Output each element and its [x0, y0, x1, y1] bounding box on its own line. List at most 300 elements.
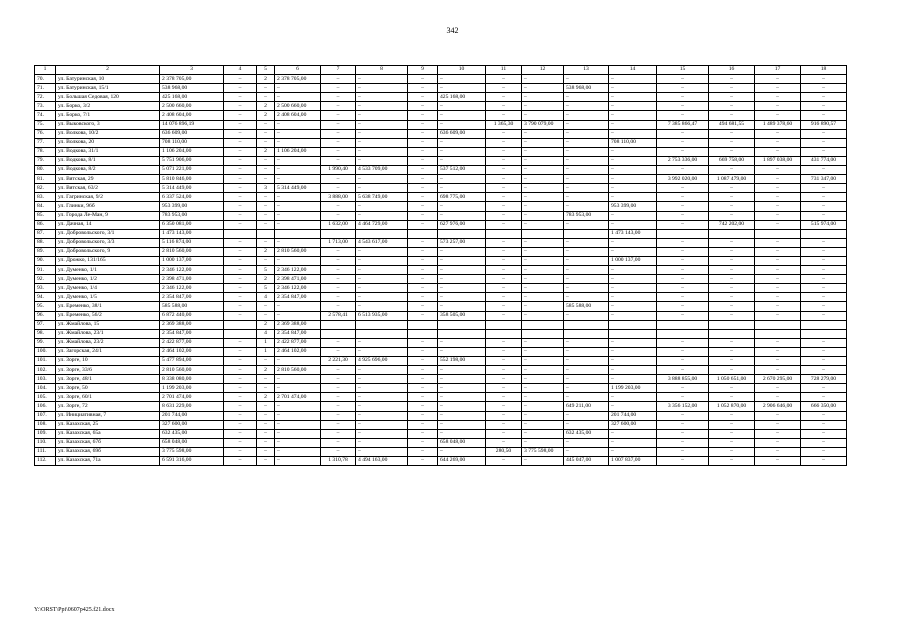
value-cell: –	[609, 75, 657, 84]
value-cell: –	[438, 293, 486, 302]
value-cell: 2	[257, 111, 275, 120]
value-cell: 1 106 204,00	[275, 147, 321, 156]
value-cell: –	[801, 184, 847, 193]
value-cell: –	[438, 366, 486, 375]
value-cell: –	[657, 302, 709, 311]
table-row	[35, 384, 847, 393]
column-header: 18	[801, 66, 847, 75]
value-cell: 4 494 163,00	[356, 457, 408, 466]
value-cell: –	[801, 238, 847, 247]
value-cell: –	[321, 111, 356, 120]
value-cell: –	[224, 193, 257, 202]
value-cell: –	[801, 347, 847, 356]
value-cell: –	[709, 293, 755, 302]
column-header: 17	[755, 66, 801, 75]
value-cell: –	[657, 102, 709, 111]
table-row	[35, 75, 847, 84]
value-cell: –	[408, 75, 438, 84]
value-cell: –	[657, 266, 709, 275]
value-cell: –	[657, 293, 709, 302]
address-cell: ул. Еременко, 56/2	[56, 311, 160, 320]
value-cell: –	[438, 111, 486, 120]
value-cell: –	[709, 166, 755, 175]
value-cell: –	[257, 84, 275, 93]
value-cell	[755, 229, 801, 238]
value-cell: 2 810 560,00	[160, 247, 224, 256]
value-cell	[564, 329, 609, 338]
table-row	[35, 447, 847, 456]
value-cell: –	[522, 338, 564, 347]
value-cell: –	[408, 238, 438, 247]
value-cell: –	[408, 420, 438, 429]
value-cell: –	[657, 447, 709, 456]
value-cell: –	[257, 202, 275, 211]
value-cell: –	[356, 338, 408, 347]
value-cell: 1 052 870,00	[709, 402, 755, 411]
value-cell: –	[709, 457, 755, 466]
value-cell: –	[257, 156, 275, 165]
value-cell: –	[224, 138, 257, 147]
value-cell: 2 810 560,00	[275, 247, 321, 256]
value-cell: –	[564, 375, 609, 384]
value-cell: –	[755, 293, 801, 302]
value-cell: –	[657, 184, 709, 193]
value-cell: –	[522, 238, 564, 247]
value-cell: –	[356, 202, 408, 211]
address-cell: ул. Инициативная, 7	[56, 411, 160, 420]
value-cell: –	[486, 311, 522, 320]
value-cell: –	[275, 84, 321, 93]
row-number: 87.	[35, 229, 56, 238]
value-cell: –	[224, 111, 257, 120]
value-cell: –	[755, 193, 801, 202]
value-cell: –	[709, 302, 755, 311]
value-cell: –	[609, 366, 657, 375]
value-cell: –	[609, 293, 657, 302]
value-cell: –	[356, 84, 408, 93]
row-number: 107.	[35, 411, 56, 420]
value-cell: –	[522, 411, 564, 420]
value-cell: 280,50	[486, 447, 522, 456]
value-cell: –	[438, 138, 486, 147]
data-table	[34, 65, 847, 466]
value-cell: –	[257, 457, 275, 466]
value-cell: –	[438, 402, 486, 411]
value-cell: –	[564, 129, 609, 138]
value-cell: –	[486, 93, 522, 102]
value-cell: –	[709, 75, 755, 84]
value-cell: –	[657, 284, 709, 293]
value-cell: 515 974,00	[801, 220, 847, 229]
value-cell: 6 591 316,00	[160, 457, 224, 466]
value-cell: –	[224, 284, 257, 293]
row-number: 96.	[35, 311, 56, 320]
value-cell: –	[486, 302, 522, 311]
value-cell: –	[657, 193, 709, 202]
value-cell: 649 211,00	[564, 402, 609, 411]
value-cell: –	[408, 247, 438, 256]
value-cell: –	[438, 275, 486, 284]
value-cell	[801, 320, 847, 329]
value-cell: –	[321, 429, 356, 438]
value-cell: –	[321, 129, 356, 138]
value-cell: 5 810 846,00	[160, 175, 224, 184]
column-header: 14	[609, 66, 657, 75]
value-cell: –	[801, 366, 847, 375]
value-cell: 2 346 122,00	[275, 266, 321, 275]
value-cell	[356, 320, 408, 329]
value-cell: 2 906 646,00	[755, 402, 801, 411]
value-cell: 728 279,00	[801, 375, 847, 384]
address-cell: ул. Водкова, 31/1	[56, 147, 160, 156]
value-cell: –	[609, 429, 657, 438]
value-cell: –	[609, 247, 657, 256]
value-cell: –	[408, 347, 438, 356]
row-number: 111.	[35, 447, 56, 456]
value-cell: –	[321, 284, 356, 293]
value-cell: –	[224, 347, 257, 356]
value-cell: –	[709, 366, 755, 375]
value-cell: –	[224, 429, 257, 438]
value-cell: –	[564, 166, 609, 175]
value-cell: –	[801, 266, 847, 275]
value-cell: –	[657, 357, 709, 366]
value-cell: –	[321, 393, 356, 402]
value-cell: –	[486, 184, 522, 193]
value-cell: –	[257, 238, 275, 247]
value-cell: 636 609,00	[160, 129, 224, 138]
value-cell: –	[321, 347, 356, 356]
column-header: 3	[160, 66, 224, 75]
value-cell: 3 775 598,00	[522, 447, 564, 456]
table-row	[35, 438, 847, 447]
value-cell: –	[356, 384, 408, 393]
table-row	[35, 84, 847, 93]
value-cell: –	[657, 457, 709, 466]
value-cell: 5	[257, 284, 275, 293]
value-cell: –	[321, 84, 356, 93]
value-cell: –	[564, 156, 609, 165]
value-cell: –	[486, 84, 522, 93]
value-cell: –	[275, 302, 321, 311]
value-cell: –	[657, 129, 709, 138]
value-cell: –	[564, 366, 609, 375]
value-cell: –	[564, 220, 609, 229]
value-cell: –	[522, 375, 564, 384]
value-cell: –	[657, 211, 709, 220]
value-cell: –	[522, 138, 564, 147]
value-cell: 2 354 847,00	[160, 293, 224, 302]
value-cell: –	[709, 284, 755, 293]
value-cell: –	[356, 138, 408, 147]
row-number: 93.	[35, 284, 56, 293]
value-cell: –	[408, 457, 438, 466]
value-cell: 327 600,00	[160, 420, 224, 429]
value-cell: –	[755, 247, 801, 256]
value-cell: –	[801, 211, 847, 220]
value-cell: 4 925 696,00	[356, 357, 408, 366]
value-cell: –	[321, 366, 356, 375]
value-cell: 658 048,00	[438, 438, 486, 447]
value-cell: 2 354 847,00	[275, 293, 321, 302]
value-cell: 425 168,00	[160, 93, 224, 102]
value-cell: –	[522, 75, 564, 84]
address-cell: ул. Батуринская, 15/1	[56, 84, 160, 93]
value-cell: –	[275, 429, 321, 438]
value-cell: –	[408, 375, 438, 384]
value-cell: –	[709, 238, 755, 247]
value-cell: –	[522, 402, 564, 411]
value-cell: 585 588,00	[564, 302, 609, 311]
value-cell: –	[408, 93, 438, 102]
address-cell: ул. Казахская, 71а	[56, 457, 160, 466]
value-cell: 1 000 137,00	[609, 256, 657, 265]
value-cell: 1 713,00	[321, 238, 356, 247]
row-number: 105.	[35, 393, 56, 402]
value-cell: –	[801, 420, 847, 429]
value-cell: 5 314 449,00	[275, 184, 321, 193]
value-cell: –	[709, 211, 755, 220]
value-cell: –	[609, 193, 657, 202]
value-cell	[438, 320, 486, 329]
value-cell: –	[408, 202, 438, 211]
value-cell: –	[801, 284, 847, 293]
value-cell	[755, 320, 801, 329]
value-cell: 2 346 122,00	[160, 284, 224, 293]
value-cell: –	[801, 75, 847, 84]
table-row	[35, 457, 847, 466]
row-number: 76.	[35, 129, 56, 138]
value-cell: –	[486, 293, 522, 302]
value-cell: –	[438, 429, 486, 438]
value-cell: 8 338 080,00	[160, 375, 224, 384]
value-cell: –	[486, 238, 522, 247]
value-cell: –	[522, 293, 564, 302]
value-cell: –	[755, 411, 801, 420]
row-number: 77.	[35, 138, 56, 147]
value-cell: –	[801, 166, 847, 175]
address-cell: ул. Добровольского, 3/1	[56, 229, 160, 238]
table-row	[35, 357, 847, 366]
value-cell: –	[224, 120, 257, 129]
value-cell: 953 399,00	[609, 202, 657, 211]
value-cell: –	[356, 111, 408, 120]
value-cell: –	[257, 120, 275, 129]
value-cell: 2 221,30	[321, 357, 356, 366]
value-cell: –	[609, 357, 657, 366]
value-cell: 14 076 896,19	[160, 120, 224, 129]
value-cell: –	[486, 420, 522, 429]
value-cell: 3	[257, 184, 275, 193]
value-cell	[257, 229, 275, 238]
table-row	[35, 266, 847, 275]
value-cell	[709, 329, 755, 338]
value-cell: –	[657, 75, 709, 84]
table-row	[35, 393, 847, 402]
value-cell: –	[275, 438, 321, 447]
value-cell: –	[564, 420, 609, 429]
row-number: 97.	[35, 320, 56, 329]
value-cell: –	[801, 311, 847, 320]
value-cell: –	[356, 175, 408, 184]
value-cell: 2 422 877,00	[275, 338, 321, 347]
value-cell: –	[321, 447, 356, 456]
value-cell: 573 257,00	[438, 238, 486, 247]
row-number: 74.	[35, 111, 56, 120]
value-cell: –	[224, 93, 257, 102]
value-cell: –	[224, 156, 257, 165]
value-cell: –	[657, 393, 709, 402]
value-cell: –	[755, 393, 801, 402]
value-cell: 916 890,57	[801, 120, 847, 129]
value-cell: 585 588,00	[160, 302, 224, 311]
value-cell: –	[657, 238, 709, 247]
value-cell: –	[801, 447, 847, 456]
value-cell: –	[609, 102, 657, 111]
table-row	[35, 193, 847, 202]
table-row	[35, 111, 847, 120]
value-cell: –	[224, 266, 257, 275]
value-cell: –	[486, 129, 522, 138]
value-cell: –	[408, 220, 438, 229]
value-cell: –	[755, 202, 801, 211]
value-cell	[321, 320, 356, 329]
value-cell: –	[522, 211, 564, 220]
value-cell: –	[257, 447, 275, 456]
value-cell: –	[408, 411, 438, 420]
value-cell: –	[356, 293, 408, 302]
table-row	[35, 411, 847, 420]
value-cell: 2 398 471,00	[275, 275, 321, 284]
value-cell: –	[486, 193, 522, 202]
value-cell: –	[609, 184, 657, 193]
value-cell: –	[755, 347, 801, 356]
value-cell	[224, 320, 257, 329]
value-cell: –	[755, 284, 801, 293]
value-cell: –	[438, 75, 486, 84]
address-cell: ул. Еременко, 38/1	[56, 302, 160, 311]
value-cell: 953 399,00	[160, 202, 224, 211]
value-cell: 6 350 081,00	[160, 220, 224, 229]
value-cell: –	[408, 175, 438, 184]
value-cell: –	[609, 166, 657, 175]
value-cell: –	[564, 238, 609, 247]
value-cell: 4 533 709,00	[356, 166, 408, 175]
value-cell: –	[564, 147, 609, 156]
table-row	[35, 147, 847, 156]
value-cell: 2 354 847,00	[275, 329, 321, 338]
value-cell: –	[486, 247, 522, 256]
value-cell: –	[801, 111, 847, 120]
value-cell: –	[755, 266, 801, 275]
value-cell: –	[801, 429, 847, 438]
value-cell: –	[657, 311, 709, 320]
value-cell: –	[564, 284, 609, 293]
value-cell: –	[564, 411, 609, 420]
value-cell: –	[709, 93, 755, 102]
value-cell: –	[709, 202, 755, 211]
value-cell: 2 701 474,00	[275, 393, 321, 402]
value-cell: –	[224, 311, 257, 320]
value-cell: –	[657, 166, 709, 175]
address-cell: ул. Думенко, 1/4	[56, 284, 160, 293]
address-cell: ул. Думенко, 1/1	[56, 266, 160, 275]
value-cell: –	[522, 275, 564, 284]
value-cell: –	[275, 375, 321, 384]
address-cell: ул. Зорге, 48/1	[56, 375, 160, 384]
row-number: 71.	[35, 84, 56, 93]
value-cell: 669 758,00	[709, 156, 755, 165]
value-cell: –	[257, 129, 275, 138]
value-cell: –	[408, 302, 438, 311]
row-number: 89.	[35, 247, 56, 256]
value-cell: 327 600,00	[609, 420, 657, 429]
value-cell: –	[224, 184, 257, 193]
value-cell: –	[657, 429, 709, 438]
row-number: 81.	[35, 175, 56, 184]
value-cell: –	[486, 75, 522, 84]
value-cell: –	[408, 193, 438, 202]
value-cell: 1 007 837,00	[609, 457, 657, 466]
value-cell: –	[522, 256, 564, 265]
value-cell: 1 489 378,60	[755, 120, 801, 129]
value-cell: –	[709, 384, 755, 393]
table-row	[35, 420, 847, 429]
value-cell: –	[408, 438, 438, 447]
address-cell: ул. Добровольского, 9	[56, 247, 160, 256]
value-cell: –	[275, 457, 321, 466]
value-cell: –	[356, 411, 408, 420]
value-cell: –	[564, 102, 609, 111]
value-cell: –	[486, 102, 522, 111]
value-cell: 2 346 122,00	[160, 266, 224, 275]
value-cell: –	[408, 138, 438, 147]
value-cell: 445 047,00	[564, 457, 609, 466]
value-cell: –	[356, 438, 408, 447]
value-cell: 2	[257, 275, 275, 284]
value-cell: –	[522, 129, 564, 138]
value-cell: –	[755, 93, 801, 102]
value-cell: –	[356, 211, 408, 220]
table-row	[35, 211, 847, 220]
value-cell: –	[657, 438, 709, 447]
value-cell: –	[564, 438, 609, 447]
row-number: 84.	[35, 202, 56, 211]
row-number: 90.	[35, 256, 56, 265]
value-cell: –	[257, 384, 275, 393]
value-cell: –	[408, 211, 438, 220]
address-cell: ул. Зорге, 33/6	[56, 366, 160, 375]
value-cell: –	[755, 238, 801, 247]
value-cell: –	[356, 393, 408, 402]
value-cell	[486, 329, 522, 338]
value-cell	[755, 329, 801, 338]
table-row	[35, 293, 847, 302]
value-cell: –	[408, 284, 438, 293]
value-cell: 1 000 137,00	[160, 256, 224, 265]
value-cell: 6 337 524,00	[160, 193, 224, 202]
value-cell: 5 751 906,00	[160, 156, 224, 165]
table-row	[35, 184, 847, 193]
address-cell: ул. Дрожко, 131/165	[56, 256, 160, 265]
value-cell: –	[486, 147, 522, 156]
column-header: 7	[321, 66, 356, 75]
value-cell: –	[408, 311, 438, 320]
value-cell: –	[275, 220, 321, 229]
value-cell: –	[564, 75, 609, 84]
value-cell: –	[522, 184, 564, 193]
value-cell: –	[438, 120, 486, 129]
